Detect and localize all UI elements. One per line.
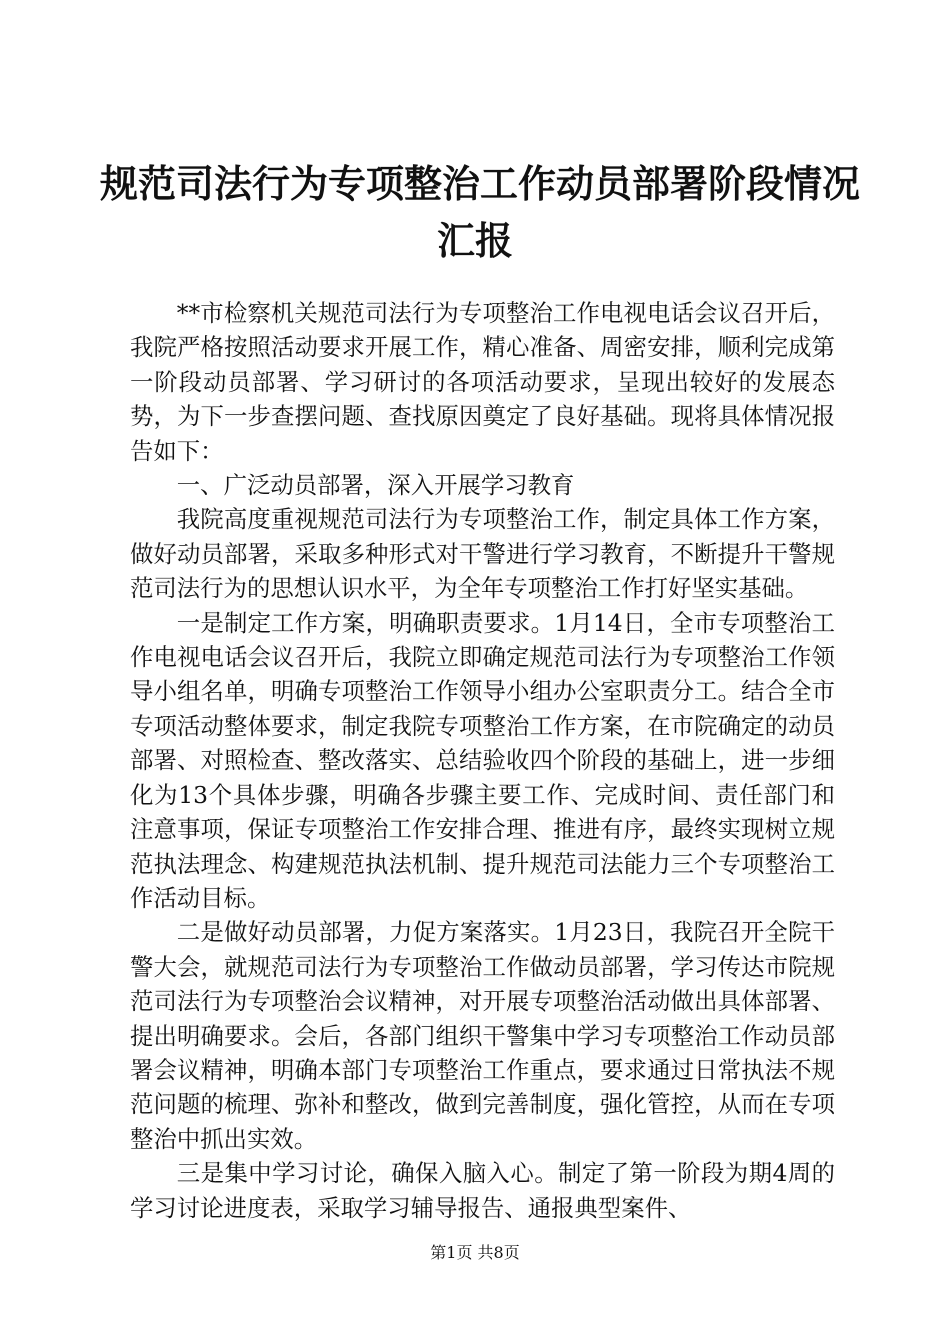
paragraph-point-3: 三是集中学习讨论，确保入脑入心。制定了第一阶段为期4周的学习讨论进度表，采取学习辅导报告、通报典型案件、: [130, 1159, 835, 1222]
paragraph-intro: **市检察机关规范司法行为专项整治工作电视电话会议召开后，我院严格按照活动要求开展工作，精心准备、周密安排，顺利完成第一阶段动员部署、学习研讨的各项活动要求，呈现出较好的发展态势，为下一步查摆问题、查找原因奠定了良好基础。现将具体情况报告如下：: [130, 299, 835, 465]
paragraph-point-2: 二是做好动员部署，力促方案落实。1月23日，我院召开全院干警大会，就规范司法行为专项整治工作做动员部署，学习传达市院规范司法行为专项整治会议精神，对开展专项整治活动做出具体部署、提出明确要求。会后，各部门组织干警集中学习专项整治工作动员部署会议精神，明确本部门专项整治工作重点，要求通过日常执法不规范问题的梳理、弥补和整改，做到完善制度，强化管控，从而在专项整治中抓出实效。: [130, 918, 835, 1153]
paragraph-point-1: 一是制定工作方案，明确职责要求。1月14日，全市专项整治工作电视电话会议召开后，我院立即确定规范司法行为专项整治工作领导小组名单，明确专项整治工作领导小组办公室职责分工。结合全市专项活动整体要求，制定我院专项整治工作方案，在市院确定的动员部署、对照检查、整改落实、总结验收四个阶段的基础上，进一步细化为13个具体步骤，明确各步骤主要工作、完成时间、责任部门和注意事项，保证专项整治工作安排合理、推进有序，最终实现树立规范执法理念、构建规范执法机制、提升规范司法能力三个专项整治工作活动目标。: [130, 608, 835, 912]
document-title-line2: 汇报: [436, 218, 513, 263]
paragraph-section-1-overview: 我院高度重视规范司法行为专项整治工作，制定具体工作方案，做好动员部署，采取多种形式对干警进行学习教育，不断提升干警规范司法行为的思想认识水平，为全年专项整治工作打好坚实基础。: [130, 505, 835, 603]
section-heading-1: 一、广泛动员部署，深入开展学习教育: [176, 471, 575, 500]
page-number-footer: 第1页 共8页: [430, 1243, 520, 1262]
document-title-line1: 规范司法行为专项整治工作动员部署阶段情况: [100, 161, 861, 206]
document-body: [130, 296, 835, 1225]
